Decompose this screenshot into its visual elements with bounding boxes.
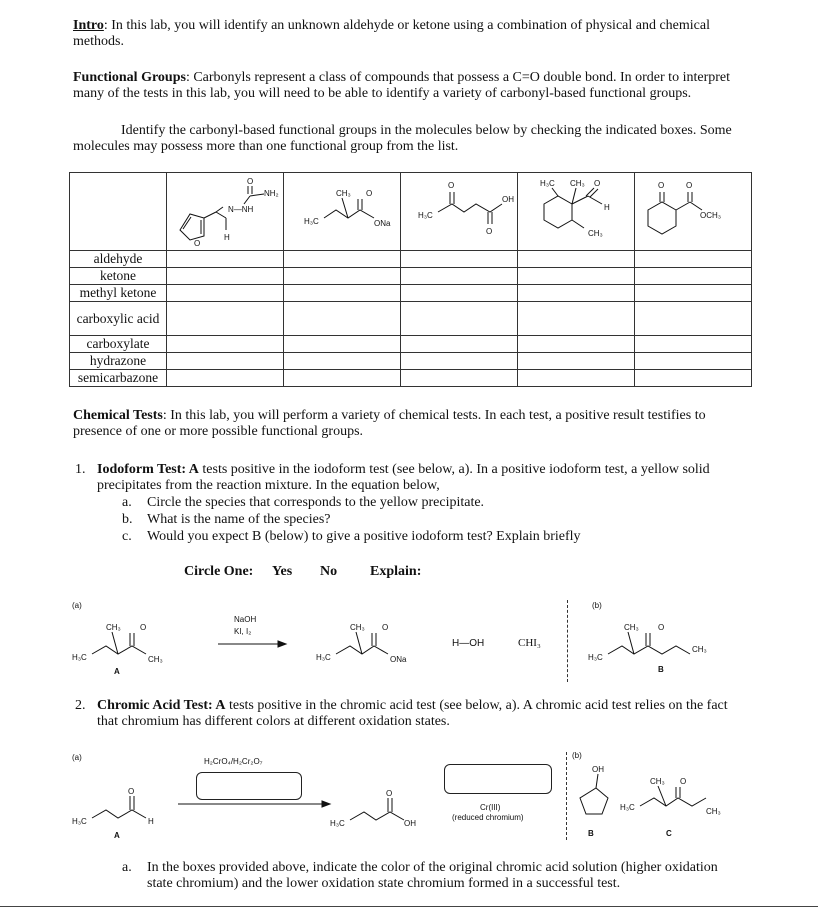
q2-number: 2. xyxy=(75,698,86,713)
molecule-2-structure xyxy=(286,180,402,250)
label-c: C xyxy=(666,829,672,838)
checkbox-cell[interactable] xyxy=(518,370,635,387)
checkbox-cell[interactable] xyxy=(401,336,518,353)
scheme1-a-tag: (a) xyxy=(72,601,82,610)
label-b: B xyxy=(658,665,664,674)
checkbox-cell[interactable] xyxy=(167,285,284,302)
m4-h3c: H₃C xyxy=(540,179,555,188)
intro-label: Intro xyxy=(73,18,104,33)
water: H—OH xyxy=(452,638,485,649)
molecule-5-structure xyxy=(634,174,750,250)
cr3-label: Cr(III) xyxy=(480,803,501,812)
p-ona: ONa xyxy=(390,655,407,664)
p-o: O xyxy=(382,623,389,632)
checkbox-cell[interactable] xyxy=(284,302,401,336)
yes-option[interactable]: Yes xyxy=(272,564,293,579)
row-methyl-ketone xyxy=(70,285,752,302)
row-hydrazone xyxy=(70,353,752,370)
m1-nh2: NH₂ xyxy=(264,189,279,198)
q1-title: Iodoform Test: xyxy=(97,462,187,477)
q1-paragraph xyxy=(97,462,731,494)
label-b2: B xyxy=(588,829,594,838)
q2-text: tests positive in the chromic acid test (see below, a). A chromic acid test relies on the fact that chromium has different colors at different oxidation states. xyxy=(97,698,728,729)
intro-text: : In this lab, you will identify an unknown aldehyde or ketone using a combination of physical and chemical methods. xyxy=(73,18,710,49)
c-o: O xyxy=(680,777,687,786)
functional-groups-text: : Carbonyls represent a class of compounds that possess a C=O double bond. In order to interpret many of the tests in this lab, you will need to be able to identify a variety of carbonyl-based functional groups. xyxy=(73,70,730,101)
checkbox-cell[interactable] xyxy=(518,268,635,285)
chemical-tests-label: Chemical Tests xyxy=(73,408,163,423)
m2-ona: ONa xyxy=(374,219,391,228)
row-label: carboxylate xyxy=(70,336,167,353)
a2-h: H xyxy=(148,817,154,826)
checkbox-cell[interactable] xyxy=(284,336,401,353)
b2-oh: OH xyxy=(592,765,604,774)
m2-h3c: H₃C xyxy=(304,217,319,226)
checkbox-cell[interactable] xyxy=(635,353,752,370)
checkbox-cell[interactable] xyxy=(635,285,752,302)
q2-paragraph xyxy=(97,698,731,730)
m4-ch3: CH₃ xyxy=(570,179,585,188)
row-label: hydrazone xyxy=(70,353,167,370)
checkbox-cell[interactable] xyxy=(518,285,635,302)
checkbox-cell[interactable] xyxy=(284,370,401,387)
m4-h: H xyxy=(604,203,610,212)
checkbox-cell[interactable] xyxy=(284,251,401,268)
row-ketone xyxy=(70,268,752,285)
functional-groups-label: Functional Groups xyxy=(73,70,186,85)
checkbox-cell[interactable] xyxy=(167,268,284,285)
q1-compound-a: A xyxy=(186,462,199,477)
molecule-4-structure xyxy=(518,174,634,250)
p2-o: O xyxy=(386,789,393,798)
a-o: O xyxy=(140,623,147,632)
checkbox-cell[interactable] xyxy=(518,251,635,268)
row-label: ketone xyxy=(70,268,167,285)
no-option[interactable]: No xyxy=(320,564,338,579)
m1-h: H xyxy=(224,233,230,242)
row-label: aldehyde xyxy=(70,251,167,268)
b-o: O xyxy=(658,623,665,632)
m3-o2: O xyxy=(486,227,493,236)
m4-o: O xyxy=(594,179,601,188)
m2-ch3: CH₃ xyxy=(336,189,351,198)
c-h3c: H₃C xyxy=(620,803,635,812)
chromic-acid-scheme xyxy=(68,748,748,844)
explain-label: Explain: xyxy=(370,564,422,579)
c-ch3: CH₃ xyxy=(650,777,665,786)
m3-h3c: H₃C xyxy=(418,211,433,220)
p2-oh: OH xyxy=(404,819,416,828)
checkbox-cell[interactable] xyxy=(401,302,518,336)
page-bottom-rule xyxy=(0,906,818,907)
a-ch3: CH₃ xyxy=(106,623,121,632)
q1-item-b-letter: b. xyxy=(122,512,133,527)
intro-paragraph xyxy=(73,18,733,50)
q1-item-c-letter: c. xyxy=(122,529,132,544)
checkbox-cell[interactable] xyxy=(167,353,284,370)
p2-h3c: H₃C xyxy=(330,819,345,828)
q2-compound-a: A xyxy=(212,698,226,713)
a-h3c: H₃C xyxy=(72,653,87,662)
checkbox-cell[interactable] xyxy=(518,336,635,353)
a-ch3-end: CH₃ xyxy=(148,655,163,664)
checkbox-cell[interactable] xyxy=(284,353,401,370)
q1-item-b-text: What is the name of the species? xyxy=(147,512,331,527)
checkbox-cell[interactable] xyxy=(401,268,518,285)
cr3-note: (reduced chromium) xyxy=(452,813,524,822)
label-a: A xyxy=(114,667,120,676)
m4-ch3b: CH₃ xyxy=(588,229,603,238)
checkbox-cell[interactable] xyxy=(401,370,518,387)
a2-o: O xyxy=(128,787,135,796)
m3-oh: OH xyxy=(502,195,514,204)
iodoform-scheme xyxy=(68,596,748,684)
chromic-reagent: H₂CrO₄/H₂Cr₂O₇ xyxy=(204,757,263,766)
circle-one-label: Circle One: xyxy=(184,564,254,579)
m3-o: O xyxy=(448,181,455,190)
q2-item-a-text: In the boxes provided above, indicate the color of the original chromic acid solution (higher oxidation state chromium) and the lower oxidation state chromium formed in a successful test. xyxy=(147,860,718,891)
molecule-1-structure xyxy=(168,174,286,250)
p-ch3: CH₃ xyxy=(350,623,365,632)
checkbox-cell[interactable] xyxy=(284,285,401,302)
reagent-naoh: NaOH xyxy=(234,615,257,624)
b-ch3-end: CH₃ xyxy=(692,645,707,654)
checkbox-cell[interactable] xyxy=(635,251,752,268)
checkbox-cell[interactable] xyxy=(401,251,518,268)
m2-o: O xyxy=(366,189,373,198)
m1-ring-o: O xyxy=(194,239,201,248)
m1-nnh: N—NH xyxy=(228,205,254,214)
chemical-tests-paragraph xyxy=(73,408,733,440)
q1-item-c-text: Would you expect B (below) to give a positive iodoform test? Explain briefly xyxy=(147,529,581,544)
label-a2: A xyxy=(114,831,120,840)
checkbox-cell[interactable] xyxy=(167,370,284,387)
row-semicarbazone xyxy=(70,370,752,387)
checkbox-cell[interactable] xyxy=(518,302,635,336)
q1-number: 1. xyxy=(75,462,86,477)
checkbox-cell[interactable] xyxy=(167,251,284,268)
row-label: methyl ketone xyxy=(70,285,167,302)
blank-corner-cell xyxy=(70,173,167,251)
checkbox-cell[interactable] xyxy=(401,285,518,302)
functional-groups-instruction: Identify the carbonyl-based functional groups in the molecules below by checking the indicated boxes. Some molecules may possess more than one functional group from the list. xyxy=(73,123,732,154)
row-carboxylate xyxy=(70,336,752,353)
checkbox-cell[interactable] xyxy=(284,268,401,285)
checkbox-cell[interactable] xyxy=(401,353,518,370)
row-carboxylic-acid xyxy=(70,302,752,336)
checkbox-cell[interactable] xyxy=(635,268,752,285)
q2-title: Chromic Acid Test: xyxy=(97,698,213,713)
chemical-tests-text: : In this lab, you will perform a variety of chemical tests. In each test, a positive result testifies to presence of one or more possible functional groups. xyxy=(73,408,706,439)
row-label: semicarbazone xyxy=(70,370,167,387)
iodoform-chi3[interactable]: CHI₃ xyxy=(518,637,541,649)
row-aldehyde xyxy=(70,251,752,268)
scheme1-b-tag: (b) xyxy=(592,601,602,610)
m5-o2: O xyxy=(686,181,693,190)
functional-groups-paragraph xyxy=(73,70,733,102)
q1-text: tests positive in the iodoform test (see below, a). In a positive iodoform test, a yellow solid precipitates from the reaction mixture. In the equation below, xyxy=(97,462,710,493)
checkbox-cell[interactable] xyxy=(167,336,284,353)
q1-item-a-text: Circle the species that corresponds to the yellow precipitate. xyxy=(147,495,485,510)
m5-och3: OCH₃ xyxy=(700,211,722,220)
checkbox-cell[interactable] xyxy=(167,302,284,336)
scheme2-a-tag: (a) xyxy=(72,753,82,762)
row-label: carboxylic acid xyxy=(70,302,167,336)
checkbox-cell[interactable] xyxy=(635,370,752,387)
b-h3c: H₃C xyxy=(588,653,603,662)
checkbox-cell[interactable] xyxy=(635,302,752,336)
a2-h3c: H₃C xyxy=(72,817,87,826)
q2-item-a-letter: a. xyxy=(122,860,132,875)
scheme2-b-tag: (b) xyxy=(572,751,582,760)
m1-o: O xyxy=(247,177,254,186)
m5-o1: O xyxy=(658,181,665,190)
c-ch3-end: CH₃ xyxy=(706,807,721,816)
molecule-3-structure xyxy=(402,176,518,250)
checkbox-cell[interactable] xyxy=(518,353,635,370)
b-ch3: CH₃ xyxy=(624,623,639,632)
reagent-ki-i2: KI, I₂ xyxy=(234,627,252,636)
q1-item-a-letter: a. xyxy=(122,495,132,510)
checkbox-cell[interactable] xyxy=(635,336,752,353)
p-h3c: H₃C xyxy=(316,653,331,662)
